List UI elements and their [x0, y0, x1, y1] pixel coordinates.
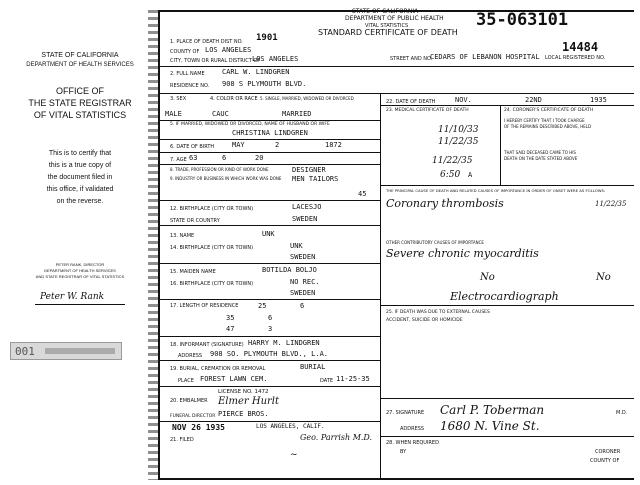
mother-value: BOTILDA BOLJO: [262, 266, 317, 274]
birthplace-label: 12. BIRTHPLACE (CITY OR TOWN): [170, 206, 254, 212]
res-ca-years: 35: [226, 314, 235, 322]
header-dept: DEPARTMENT OF PUBLIC HEALTH: [345, 15, 444, 22]
medical-cert-label: 23. MEDICAL CERTIFICATE OF DEATH: [386, 108, 469, 113]
filed-squiggle: ~: [290, 450, 298, 460]
mother-bp-label: 16. BIRTHPLACE (CITY OR TOWN): [170, 281, 254, 287]
dob-day: 2: [275, 141, 280, 149]
informant-address-value: 908 SO. PLYMOUTH BLVD., L.A.: [210, 350, 329, 358]
embalmer-label: 20. EMBALMER: [170, 398, 208, 404]
death-time: 6:50: [440, 170, 461, 180]
cause-contrib: Severe chronic myocarditis: [386, 247, 539, 260]
rule-r3: [380, 305, 634, 306]
residence-value: 908 S PLYMOUTH BLVD.: [222, 80, 307, 88]
stamp-blur: [45, 348, 115, 354]
cause-primary-date: 11/22/35: [595, 200, 627, 208]
cert-line-5: on the reverse.: [56, 198, 104, 205]
birth-country-value: SWEDEN: [292, 215, 318, 223]
dob-label: 6. DATE OF BIRTH: [170, 144, 215, 150]
operation-value: No: [480, 272, 495, 283]
registrar-signature: Peter W. Rank: [40, 292, 105, 302]
length-res-label: 17. LENGTH OF RESIDENCE: [170, 303, 239, 309]
director-line-2: DEPARTMENT OF HEALTH SERVICES: [44, 268, 116, 273]
rule-7: [160, 200, 380, 201]
cause-label: THE PRINCIPAL CAUSE OF DEATH AND RELATED CAUSES OF IMPORTANCE IN ORDER OF ONSET WERE AS FOLLOWS:: [386, 188, 606, 193]
rule-r2: [380, 185, 634, 186]
rule-10: [160, 299, 380, 300]
physician-suffix: M.D.: [616, 410, 628, 416]
spouse-label: 5. IF MARRIED, WIDOWED OR DIVORCED, NAME OF HUSBAND OR WIFE: [170, 122, 330, 127]
street-label: STREET AND NO.: [390, 56, 433, 62]
rule-r1: [380, 105, 634, 106]
dob-year: 1872: [325, 141, 342, 149]
rule-9: [160, 263, 380, 264]
color-value: CAUC: [212, 110, 229, 118]
when-required-label: 28. WHEN REQUIRED: [386, 440, 439, 446]
cause-primary: Coronary thrombosis: [386, 197, 504, 210]
burial-date-label: DATE: [320, 378, 334, 384]
sex-label: 3. SEX: [170, 96, 187, 102]
informant-label: 18. INFORMANT (SIGNATURE): [170, 342, 244, 348]
last-worked-value: 45: [358, 190, 367, 198]
certificate-title: STANDARD CERTIFICATE OF DEATH: [318, 28, 458, 37]
by-label: BY: [400, 449, 407, 455]
city-value: LOS ANGELES: [252, 55, 299, 63]
age-months: 6: [222, 154, 227, 162]
rule-11: [160, 336, 380, 337]
office-line-2: THE STATE REGISTRAR: [28, 98, 132, 108]
cert-line-3: the document filed in: [47, 174, 113, 181]
age-years: 63: [189, 154, 198, 162]
rule-5: [160, 152, 380, 153]
city-months: 6: [300, 302, 305, 310]
place-dist-number: 1901: [256, 33, 278, 43]
coroner-text-2: OF THE REMAINS DESCRIBED ABOVE, HELD: [504, 124, 592, 129]
filed-city: LOS ANGELES, CALIF.: [256, 423, 325, 430]
registrar-signature-ink: Geo. Parrish M.D.: [300, 433, 373, 442]
attended-to: 11/22/35: [438, 137, 479, 147]
rule-r4: [380, 398, 634, 399]
city-years: 25: [258, 302, 267, 310]
father-bp-value: UNK: [290, 242, 303, 250]
cert-line-2: this is a true copy of: [48, 162, 112, 169]
registrar-dept: DEPARTMENT OF HEALTH SERVICES: [26, 62, 134, 68]
rule-13: [160, 386, 380, 387]
funeral-label: FUNERAL DIRECTOR: [170, 414, 216, 419]
hospital-value: CEDARS OF LEBANON HOSPITAL: [430, 53, 540, 61]
color-label: 4. COLOR OR RACE: [210, 96, 258, 102]
industry-label: 9. INDUSTRY OR BUSINESS IN WHICH WORK WAS DONE: [170, 176, 282, 181]
right-divider: [500, 105, 501, 185]
coroner-text-4: DEATH ON THE DATE STATED ABOVE: [504, 156, 578, 161]
filed-stamp: NOV 26 1935: [172, 423, 225, 432]
death-ampm: A: [468, 171, 473, 179]
registrar-panel: [10, 42, 150, 422]
autopsy-value: No: [596, 272, 611, 283]
place-dist-label: 1. PLACE OF DEATH DIST NO.: [170, 39, 243, 45]
full-name-value: CARL W. LINDGREN: [222, 68, 290, 76]
coroner-label: CORONER: [595, 449, 621, 455]
rule-3: [160, 120, 380, 121]
informant-value: HARRY M. LINDGREN: [248, 339, 320, 347]
city-label: CITY, TOWN OR RURAL DISTRICT OF: [170, 58, 261, 64]
residence-label: RESIDENCE NO.: [170, 83, 210, 89]
burial-date-value: 11-25-35: [336, 375, 370, 383]
death-date-label: 22. DATE OF DEATH: [386, 99, 436, 105]
burial-place-value: FOREST LAWN CEM.: [200, 375, 268, 383]
cert-line-4: this office, if validated: [46, 186, 114, 193]
coroner-text-1: I HEREBY CERTIFY THAT I TOOK CHARGE: [504, 118, 585, 123]
accident-label: ACCIDENT, SUICIDE OR HOMICIDE: [386, 318, 463, 323]
office-line-3: OF VITAL STATISTICS: [33, 110, 127, 120]
rule-4: [160, 139, 380, 140]
res-us-years: 47: [226, 325, 235, 333]
last-seen: 11/22/35: [432, 156, 473, 166]
occupation-label: 8. TRADE, PROFESSION OR KIND OF WORK DONE: [170, 167, 269, 172]
coroner-cert-label: 24. CORONER'S CERTIFICATE OF DEATH: [504, 108, 594, 113]
office-line-1: OFFICE OF: [56, 86, 104, 96]
local-registered-number: 14484: [562, 40, 599, 54]
marital-value: MARRIED: [282, 110, 312, 118]
rule-14: [160, 421, 380, 422]
industry-value: MEN TAILORS: [292, 175, 339, 183]
violence-label: 25. IF DEATH WAS DUE TO EXTERNAL CAUSES: [386, 310, 490, 315]
death-year: 1935: [590, 96, 607, 104]
burial-label: 19. BURIAL, CREMATION OR REMOVAL: [170, 366, 266, 372]
occupation-value: DESIGNER: [292, 166, 326, 174]
rule-12: [160, 360, 380, 361]
father-country-value: SWEDEN: [290, 253, 316, 261]
director-line-3: AND STATE REGISTRAR OF VITAL STATISTICS: [35, 274, 125, 279]
certificate-number: 35-063101: [476, 10, 569, 30]
column-divider: [380, 94, 381, 480]
res-ca-months: 6: [268, 314, 273, 322]
spouse-value: CHRISTINA LINDGREN: [232, 129, 308, 137]
county-of-label: COUNTY OF: [590, 458, 620, 464]
signature-underline: [35, 304, 125, 305]
county-label: COUNTY OF: [170, 49, 200, 55]
director-line-1: PETER RANK, DIRECTOR: [55, 262, 105, 267]
age-days: 20: [255, 154, 264, 162]
death-month: NOV.: [455, 96, 472, 104]
birth-country-label: STATE OR COUNTRY: [170, 218, 220, 224]
signature-label: 27. SIGNATURE: [386, 410, 425, 416]
rule-6: [160, 164, 380, 165]
rule-r5: [380, 436, 634, 437]
physician-address-label: ADDRESS: [400, 426, 425, 432]
cert-line-1: This is to certify that: [48, 150, 112, 157]
stamp-number: 001: [15, 345, 35, 358]
age-label: 7. AGE: [170, 157, 187, 163]
physician-signature: Carl P. Toberman: [440, 403, 545, 417]
header-state: STATE OF CALIFORNIA: [352, 8, 419, 15]
father-bp-label: 14. BIRTHPLACE (CITY OR TOWN): [170, 245, 254, 251]
embalmer-signature: Elmer Hurlt: [218, 396, 280, 407]
sex-value: MALE: [165, 110, 182, 118]
father-value: UNK: [262, 230, 275, 238]
dob-month: MAY: [232, 141, 245, 149]
coroner-text-3: THAT SAID DECEASED CAME TO HIS: [504, 150, 576, 155]
local-registered-label: LOCAL REGISTERED NO.: [545, 55, 606, 61]
header-vital: VITAL STATISTICS: [365, 23, 409, 29]
death-day: 22ND: [525, 96, 542, 104]
binding-strip: [148, 10, 158, 480]
physician-address: 1680 N. Vine St.: [440, 419, 540, 433]
attended-from: 11/10/33: [438, 125, 479, 135]
rule-1: [160, 66, 634, 67]
birthplace-value: LACESJO: [292, 203, 322, 211]
registrar-state: STATE OF CALIFORNIA: [41, 52, 119, 59]
father-label: 13. NAME: [170, 233, 195, 239]
funeral-value: PIERCE BROS.: [218, 410, 269, 418]
full-name-label: 2. FULL NAME: [170, 71, 205, 77]
contrib-label: OTHER CONTRIBUTORY CAUSES OF IMPORTANCE: [386, 240, 484, 245]
lab-test-value: Electrocardiograph: [450, 290, 559, 303]
burial-value: BURIAL: [300, 363, 326, 371]
mother-label: 15. MAIDEN NAME: [170, 269, 216, 275]
mother-country-value: SWEDEN: [290, 289, 316, 297]
res-us-months: 3: [268, 325, 273, 333]
mother-bp-value: NO REC.: [290, 278, 320, 286]
county-value: LOS ANGELES: [205, 46, 252, 54]
marital-label: 5. SINGLE, MARRIED, WIDOWED OR DIVORCED: [260, 96, 354, 101]
burial-place-label: PLACE: [178, 378, 194, 384]
rule-2: [160, 93, 634, 94]
rule-8: [160, 225, 380, 226]
filed-label: 21. FILED: [170, 437, 194, 443]
registrar-stamp: [10, 342, 122, 360]
license-value: LICENSE NO. 1472: [218, 389, 269, 395]
informant-address-label: ADDRESS: [178, 353, 203, 359]
